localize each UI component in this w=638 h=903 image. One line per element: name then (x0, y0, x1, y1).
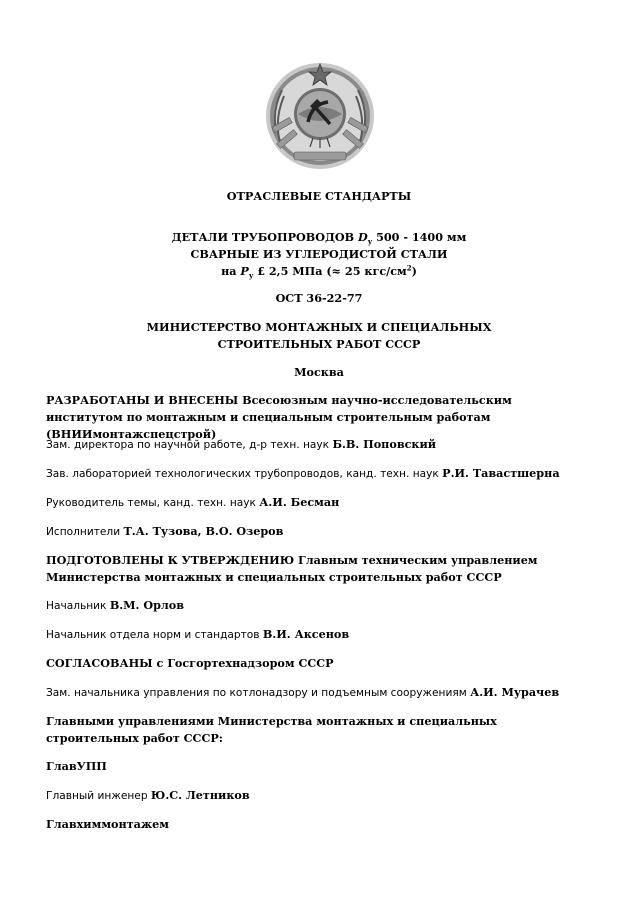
dept-line: Начальник отдела норм и стандартов В.И. Аксенов (46, 627, 350, 641)
ussr-emblem-icon (262, 60, 378, 172)
agreed-line: СОГЛАСОВАНЫ с Госгортехнадзором СССР (46, 656, 334, 670)
developed-paragraph: РАЗРАБОТАНЫ И ВНЕСЕНЫ Всесоюзным научно-исследовательским институтом по монтажным и специальным строительным работам (ВНИИмонтажспецстрой) (46, 393, 512, 441)
main-depts-paragraph: Главными управлениями Министерства монтажных и специальных строительных работ СССР: (46, 714, 497, 745)
glavupp: ГлавУПП (46, 759, 107, 773)
title-line-3: на $P_у$ £ 2,5 МПа (≈ 25 кгс/$см^2$) (221, 263, 417, 281)
city: Москва (294, 365, 344, 379)
performers-line: Исполнители Т.А. Тузова, В.О. Озеров (46, 524, 284, 538)
chief-line: Начальник В.М. Орлов (46, 598, 185, 612)
standards-series: ОТРАСЛЕВЫЕ СТАНДАРТЫ (226, 189, 412, 203)
ministry-name: МИНИСТЕРСТВО МОНТАЖНЫХ И СПЕЦИАЛЬНЫХ СТРОИТЕЛЬНЫХ РАБОТ СССР (146, 320, 492, 351)
lab-line: Зав. лабораторией технологических трубопроводов, канд. техн. наук Р.И. Тавастшерна (46, 466, 560, 480)
title-line-1: ДЕТАЛИ ТРУБОПРОВОДОВ $D_у$ 500 - 1400 мм (171, 230, 467, 247)
deputy-line: Зам. директора по научной работе, д-р техн. наук Б.В. Поповский (46, 437, 437, 451)
boiler-line: Зам. начальника управления по котлонадзору и подъемным сооружениям А.И. Мурачев (46, 685, 560, 699)
glavkhim: Главхиммонтажем (46, 817, 170, 831)
standard-code: ОСТ 36-22-77 (275, 291, 363, 305)
document-title (46, 229, 592, 280)
engineer-line: Главный инженер Ю.С. Летников (46, 788, 250, 802)
title-line-2: СВАРНЫЕ ИЗ УГЛЕРОДИСТОЙ СТАЛИ (190, 247, 448, 261)
lead-line: Руководитель темы, канд. техн. наук А.И. Бесман (46, 495, 340, 509)
prepared-paragraph: ПОДГОТОВЛЕНЫ К УТВЕРЖДЕНИЮ Главным техническим управлением Министерства монтажных и специальных строительных работ СССР (46, 553, 538, 584)
